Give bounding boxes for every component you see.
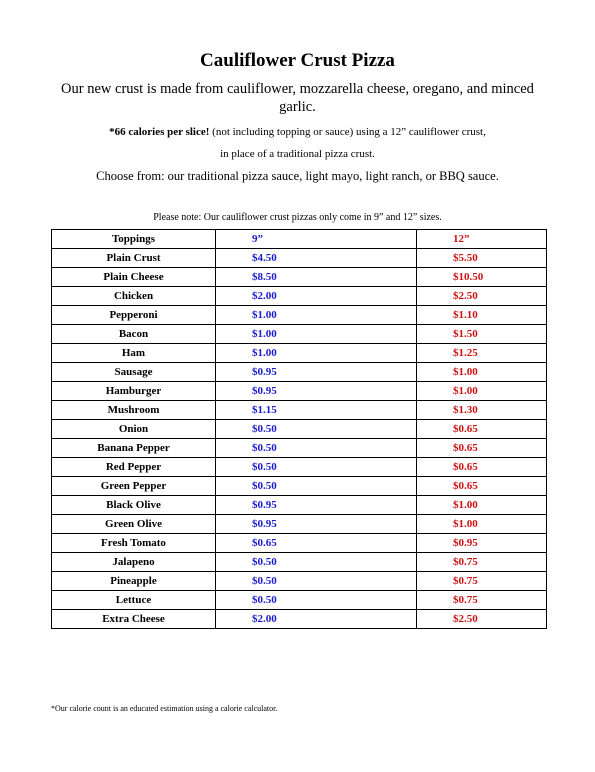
- price-12-inch: $0.65: [417, 439, 547, 458]
- header-toppings: Toppings: [52, 230, 216, 249]
- topping-name: Sausage: [52, 363, 216, 382]
- table-row: [52, 553, 547, 572]
- topping-name: Extra Cheese: [52, 610, 216, 629]
- calorie-note: [0, 126, 595, 138]
- header-12-inch: 12”: [417, 230, 547, 249]
- price-table: [51, 229, 547, 629]
- topping-name: Fresh Tomato: [52, 534, 216, 553]
- table-row: [52, 458, 547, 477]
- price-9-inch: $1.00: [216, 344, 417, 363]
- price-12-inch: $2.50: [417, 287, 547, 306]
- table-row: [52, 439, 547, 458]
- table-row: [52, 591, 547, 610]
- table-row: [52, 534, 547, 553]
- topping-name: Green Pepper: [52, 477, 216, 496]
- price-9-inch: $0.50: [216, 420, 417, 439]
- topping-name: Black Olive: [52, 496, 216, 515]
- price-9-inch: $0.95: [216, 496, 417, 515]
- topping-name: Plain Crust: [52, 249, 216, 268]
- price-9-inch: $0.95: [216, 382, 417, 401]
- topping-name: Jalapeno: [52, 553, 216, 572]
- calorie-detail: (not including topping or sauce) using a 12” cauliflower crust,: [209, 126, 486, 138]
- topping-name: Pepperoni: [52, 306, 216, 325]
- topping-name: Chicken: [52, 287, 216, 306]
- topping-name: Lettuce: [52, 591, 216, 610]
- sauce-choices: Choose from: our traditional pizza sauce, light mayo, light ranch, or BBQ sauce.: [96, 169, 499, 183]
- price-12-inch: $1.00: [417, 363, 547, 382]
- price-12-inch: $0.75: [417, 553, 547, 572]
- table-row: [52, 287, 547, 306]
- price-9-inch: $1.15: [216, 401, 417, 420]
- price-9-inch: $0.95: [216, 515, 417, 534]
- price-12-inch: $1.00: [417, 382, 547, 401]
- table-row: [52, 496, 547, 515]
- price-9-inch: $0.95: [216, 363, 417, 382]
- table-row: [52, 363, 547, 382]
- topping-name: Plain Cheese: [52, 268, 216, 287]
- price-9-inch: $1.00: [216, 306, 417, 325]
- price-12-inch: $10.50: [417, 268, 547, 287]
- page-title: Cauliflower Crust Pizza: [200, 50, 395, 71]
- calorie-note-line2: in place of a traditional pizza crust.: [220, 148, 375, 160]
- price-9-inch: $1.00: [216, 325, 417, 344]
- price-12-inch: $1.00: [417, 496, 547, 515]
- price-9-inch: $0.50: [216, 458, 417, 477]
- price-9-inch: $8.50: [216, 268, 417, 287]
- table-row: [52, 306, 547, 325]
- calorie-disclaimer: *Our calorie count is an educated estimation using a calorie calculator.: [51, 704, 278, 713]
- table-row: [52, 249, 547, 268]
- table-row: [52, 572, 547, 591]
- price-12-inch: $0.75: [417, 591, 547, 610]
- size-note: Please note: Our cauliflower crust pizzas only come in 9” and 12” sizes.: [153, 212, 442, 223]
- price-12-inch: $0.65: [417, 420, 547, 439]
- price-12-inch: $1.10: [417, 306, 547, 325]
- table-row: [52, 382, 547, 401]
- table-row: [52, 325, 547, 344]
- table-row: [52, 477, 547, 496]
- price-12-inch: $0.65: [417, 458, 547, 477]
- price-12-inch: $1.00: [417, 515, 547, 534]
- topping-name: Onion: [52, 420, 216, 439]
- topping-name: Green Olive: [52, 515, 216, 534]
- calorie-highlight: *66 calories per slice!: [109, 126, 210, 138]
- table-header-row: [52, 230, 547, 249]
- table-row: [52, 344, 547, 363]
- price-9-inch: $0.50: [216, 439, 417, 458]
- topping-name: Banana Pepper: [52, 439, 216, 458]
- topping-name: Pineapple: [52, 572, 216, 591]
- topping-name: Bacon: [52, 325, 216, 344]
- intro-text: Our new crust is made from cauliflower, mozzarella cheese, oregano, and minced garlic.: [61, 81, 534, 115]
- price-12-inch: $0.65: [417, 477, 547, 496]
- table-row: [52, 268, 547, 287]
- price-12-inch: $1.30: [417, 401, 547, 420]
- price-9-inch: $4.50: [216, 249, 417, 268]
- price-9-inch: $2.00: [216, 610, 417, 629]
- price-12-inch: $5.50: [417, 249, 547, 268]
- price-12-inch: $0.95: [417, 534, 547, 553]
- price-9-inch: $2.00: [216, 287, 417, 306]
- table-row: [52, 610, 547, 629]
- topping-name: Mushroom: [52, 401, 216, 420]
- header-9-inch: 9”: [216, 230, 417, 249]
- table-row: [52, 401, 547, 420]
- price-9-inch: $0.50: [216, 477, 417, 496]
- table-row: [52, 515, 547, 534]
- price-9-inch: $0.50: [216, 591, 417, 610]
- topping-name: Ham: [52, 344, 216, 363]
- topping-name: Hamburger: [52, 382, 216, 401]
- table-row: [52, 420, 547, 439]
- price-9-inch: $0.65: [216, 534, 417, 553]
- price-9-inch: $0.50: [216, 572, 417, 591]
- price-9-inch: $0.50: [216, 553, 417, 572]
- price-12-inch: $1.50: [417, 325, 547, 344]
- topping-name: Red Pepper: [52, 458, 216, 477]
- price-12-inch: $0.75: [417, 572, 547, 591]
- price-12-inch: $1.25: [417, 344, 547, 363]
- price-12-inch: $2.50: [417, 610, 547, 629]
